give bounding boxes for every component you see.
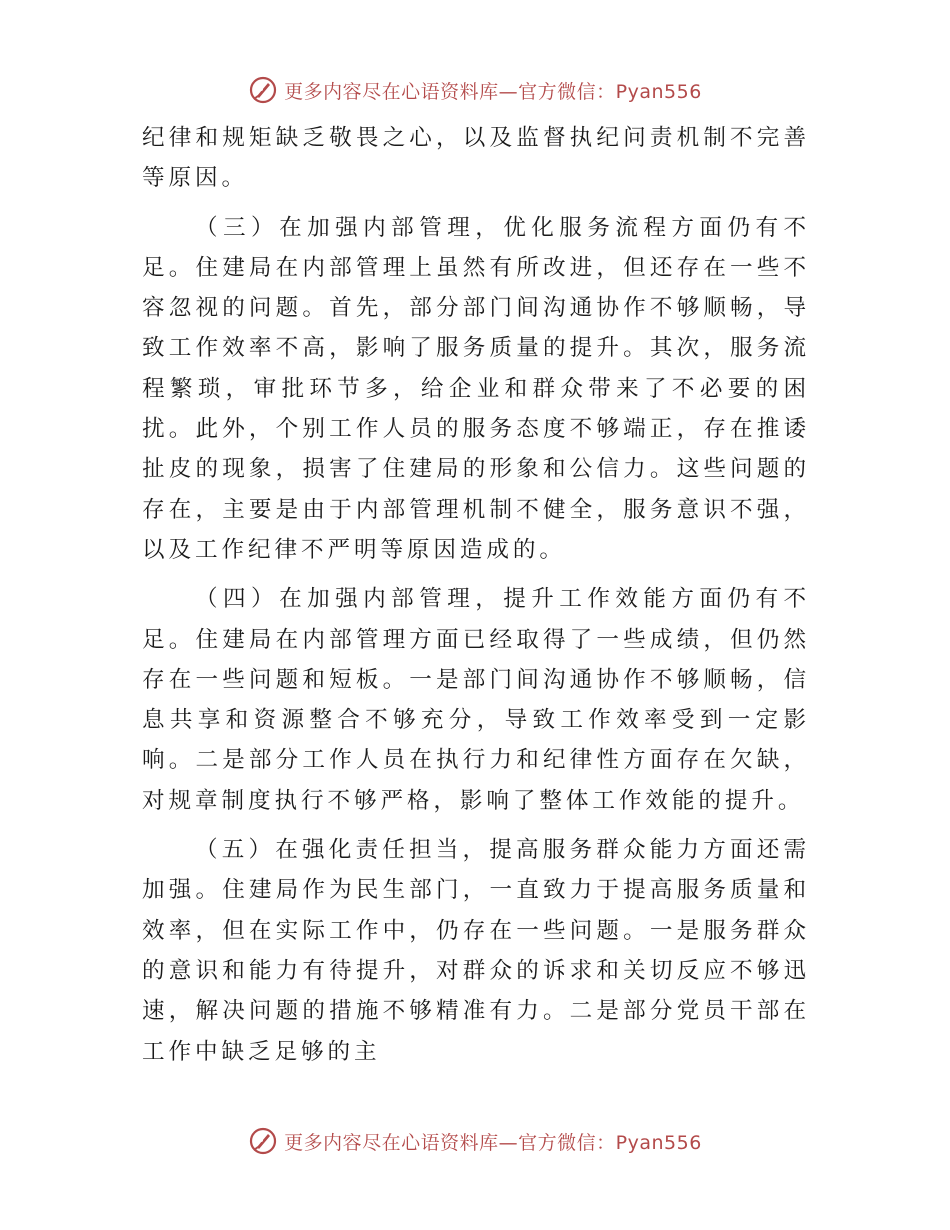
watermark-text: 更多内容尽在心语资料库—官方微信：Pyan556 (284, 1131, 702, 1154)
paragraph-section-5: （五）在强化责任担当，提高服务群众能力方面还需加强。住建局作为民生部门，一直致力于提高服务质量和效率，但在实际工作中，仍存在一些问题。一是服务群众的意识和能力有待提升，对群众的诉求和关切反应不够迅速，解决问题的措施不够精准有力。二是部分党员干部在工作中缺乏足够的主 (142, 837, 810, 1065)
watermark-footer (0, 1121, 950, 1161)
paragraph-section-3: （三）在加强内部管理，优化服务流程方面仍有不足。住建局在内部管理上虽然有所改进，但还存在一些不容忽视的问题。首先，部分部门间沟通协作不够顺畅，导致工作效率不高，影响了服务质量的提升。其次，服务流程繁琐，审批环节多，给企业和群众带来了不必要的困扰。此外，个别工作人员的服务态度不够端正，存在推诿扯皮的现象，损害了住建局的形象和公信力。这些问题的存在，主要是由于内部管理机制不健全，服务意识不强，以及工作纪律不严明等原因造成的。 (142, 214, 810, 563)
document-body (142, 118, 810, 1081)
quill-pen-logo-icon (248, 1126, 278, 1156)
quill-pen-logo-icon (248, 75, 278, 105)
paragraph-section-4: （四）在加强内部管理，提升工作效能方面仍有不足。住建局在内部管理方面已经取得了一些成绩，但仍然存在一些问题和短板。一是部门间沟通协作不够顺畅，信息共享和资源整合不够充分，导致工作效率受到一定影响。二是部分工作人员在执行力和纪律性方面存在欠缺，对规章制度执行不够严格，影响了整体工作效能的提升。 (142, 586, 810, 814)
paragraph-continuation: 纪律和规矩缺乏敬畏之心，以及监督执纪问责机制不完善等原因。 (142, 125, 810, 192)
watermark-text: 更多内容尽在心语资料库—官方微信：Pyan556 (284, 80, 702, 103)
watermark-header (0, 70, 950, 110)
